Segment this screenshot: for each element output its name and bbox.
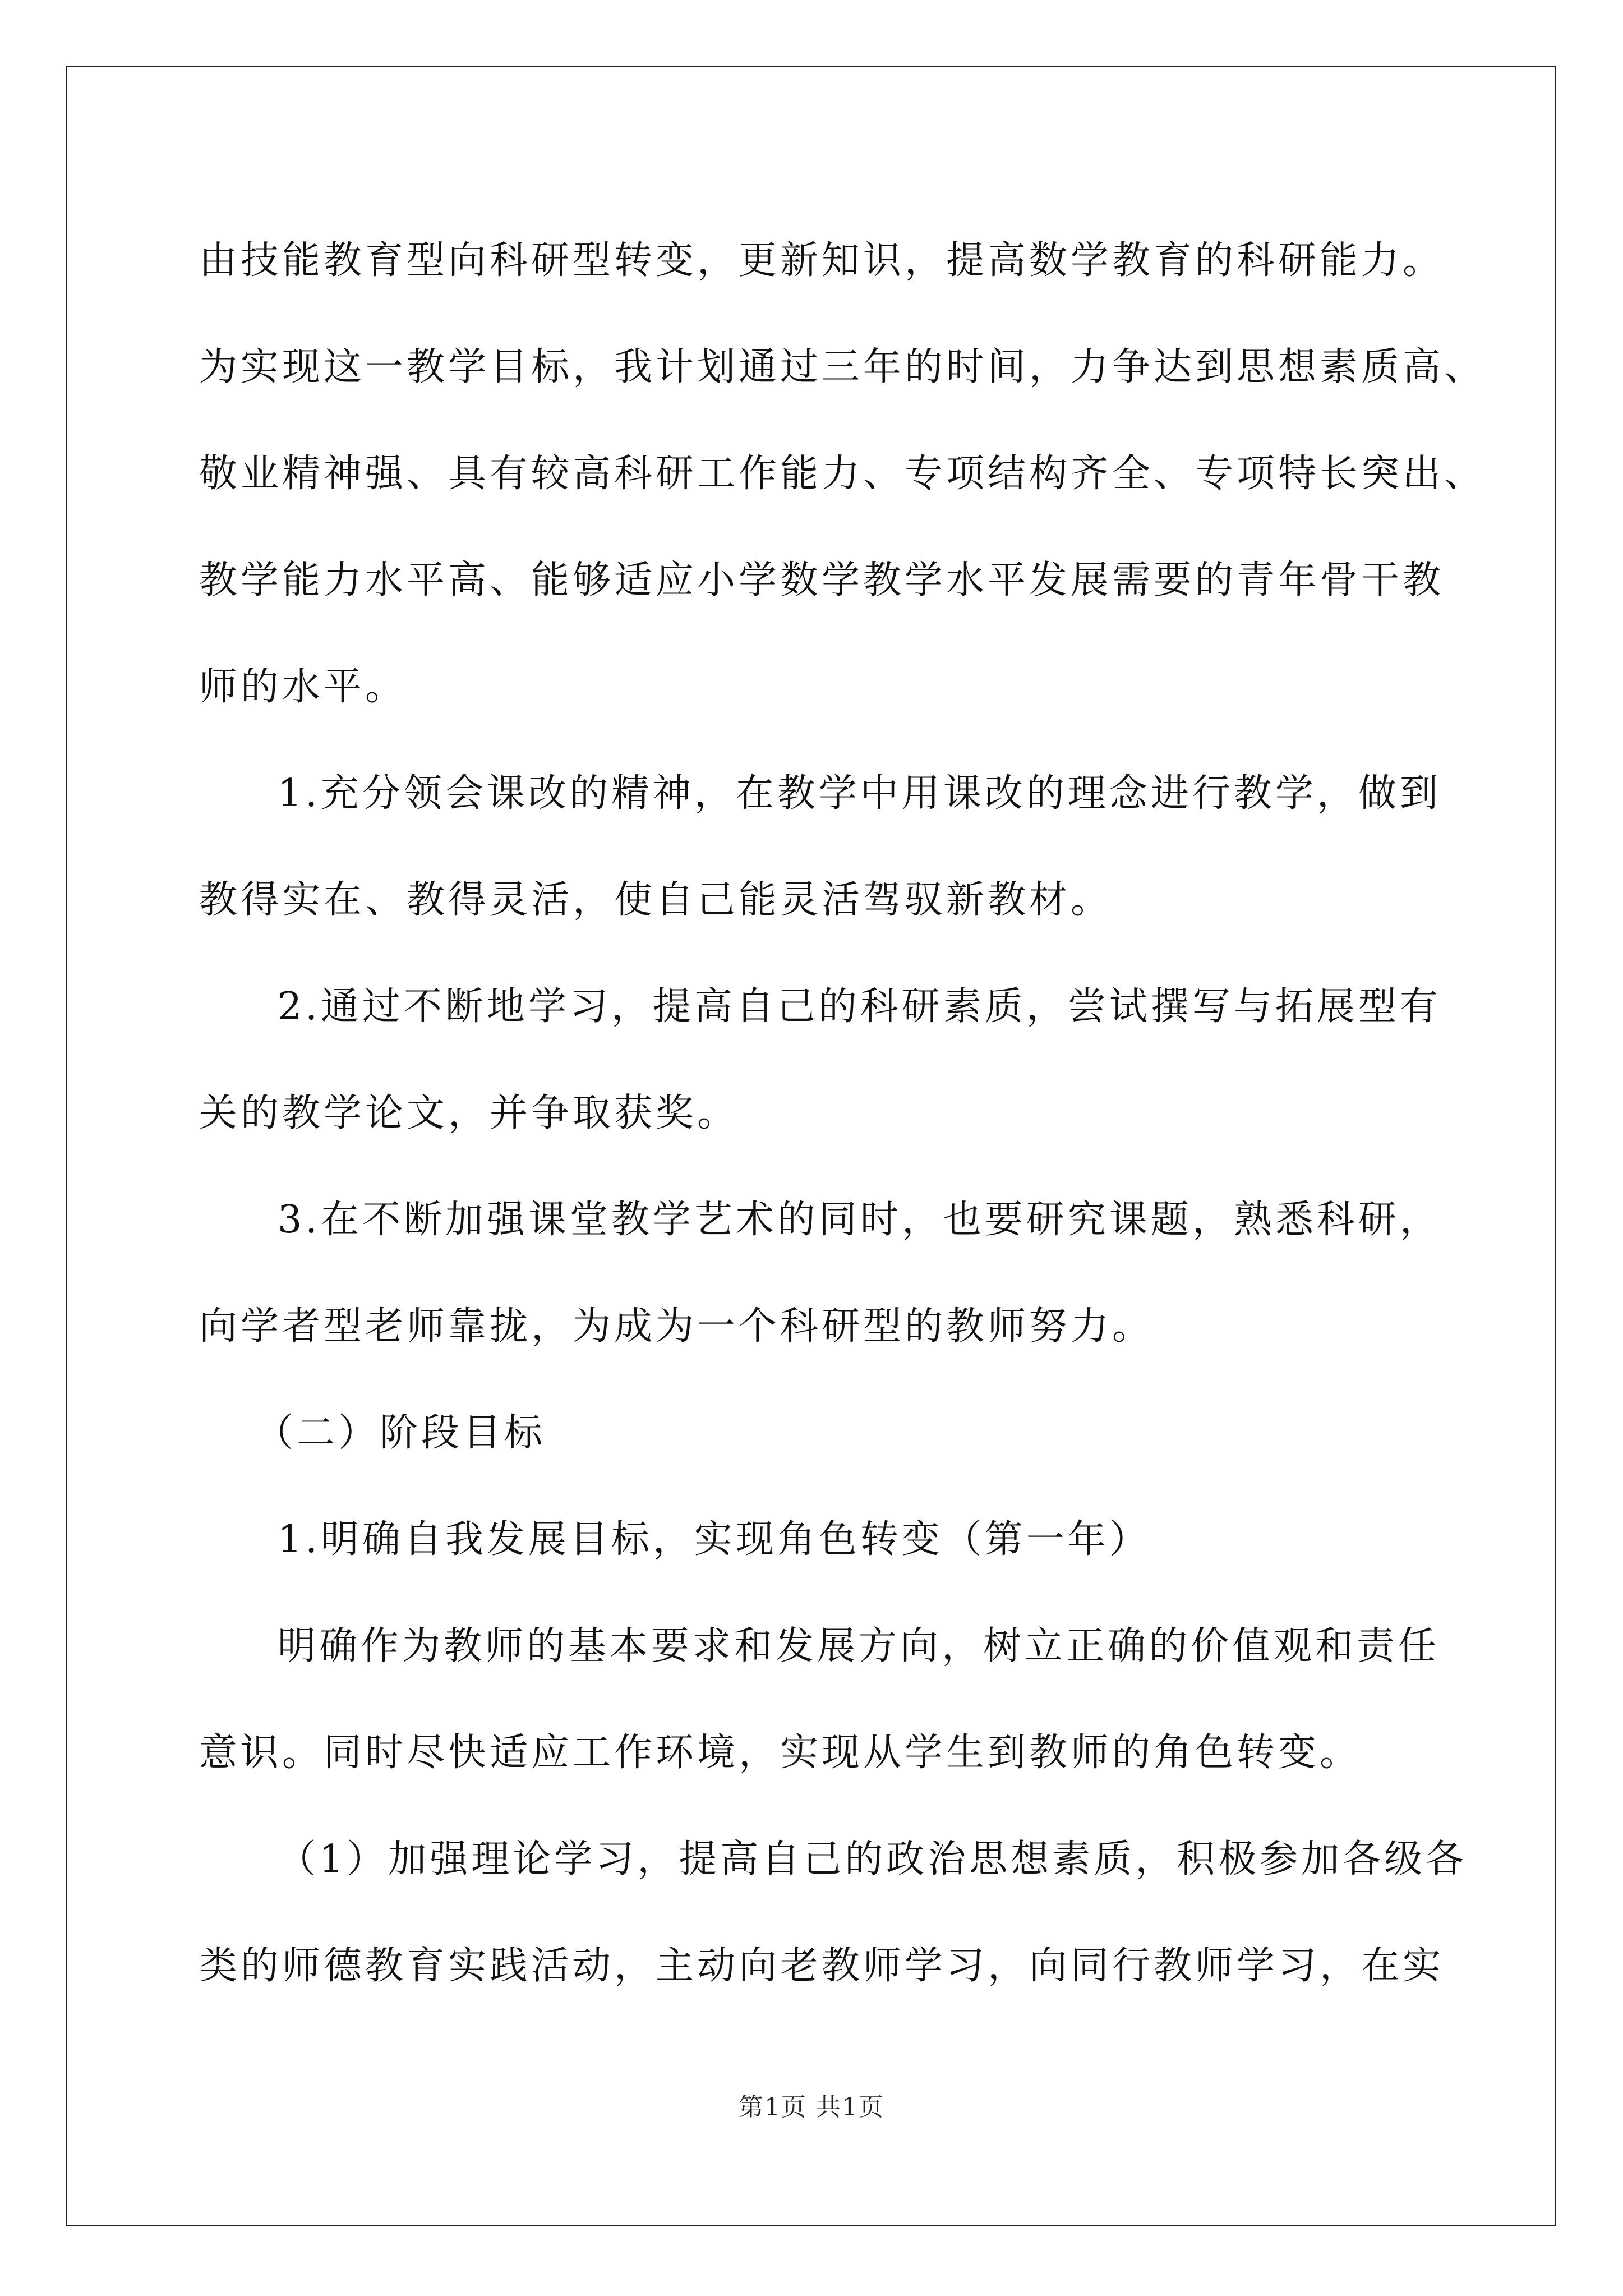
paragraph-line: 教学能力水平高、能够适应小学数学教学水平发展需要的青年骨干教 [199, 558, 1445, 602]
list-item-2-line: 2.通过不断地学习，提高自己的科研素质，尝试撰写与拓展型有 [278, 984, 1441, 1029]
section-heading: （二）阶段目标 [255, 1411, 546, 1455]
paragraph-line: （1）加强理论学习，提高自己的政治思想素质，积极参加各级各 [278, 1837, 1468, 1881]
paragraph-line: 敬业精神强、具有较高科研工作能力、专项结构齐全、专项特长突出、 [199, 452, 1486, 496]
paragraph-line: 类的师德教育实践活动，主动向老教师学习，向同行教师学习，在实 [199, 1944, 1445, 1988]
list-item-2-line: 关的教学论文，并争取获奖。 [199, 1091, 739, 1135]
list-item-1-line: 教得实在、教得灵活，使自己能灵活驾驭新教材。 [199, 878, 1113, 922]
list-item-3-line: 3.在不断加强课堂教学艺术的同时，也要研究课题，熟悉科研， [278, 1198, 1441, 1242]
list-item-3-line: 向学者型老师靠拢，为成为一个科研型的教师努力。 [199, 1304, 1154, 1349]
paragraph-line: 为实现这一教学目标，我计划通过三年的时间，力争达到思想素质高、 [199, 345, 1486, 389]
subsection-heading: 1.明确自我发展目标，实现角色转变（第一年） [278, 1517, 1151, 1562]
paragraph-line: 明确作为教师的基本要求和发展方向，树立正确的价值观和责任 [278, 1624, 1440, 1668]
document-body [199, 208, 1486, 2019]
paragraph-line: 师的水平。 [199, 665, 407, 709]
paragraph-line: 由技能教育型向科研型转变，更新知识，提高数学教育的科研能力。 [199, 238, 1445, 283]
page-number-footer: 第1页 共1页 [739, 2093, 884, 2122]
paragraph-line: 意识。同时尽快适应工作环境，实现从学生到教师的角色转变。 [199, 1731, 1362, 1775]
list-item-1-line: 1.充分领会课改的精神，在教学中用课改的理念进行教学，做到 [278, 771, 1441, 816]
